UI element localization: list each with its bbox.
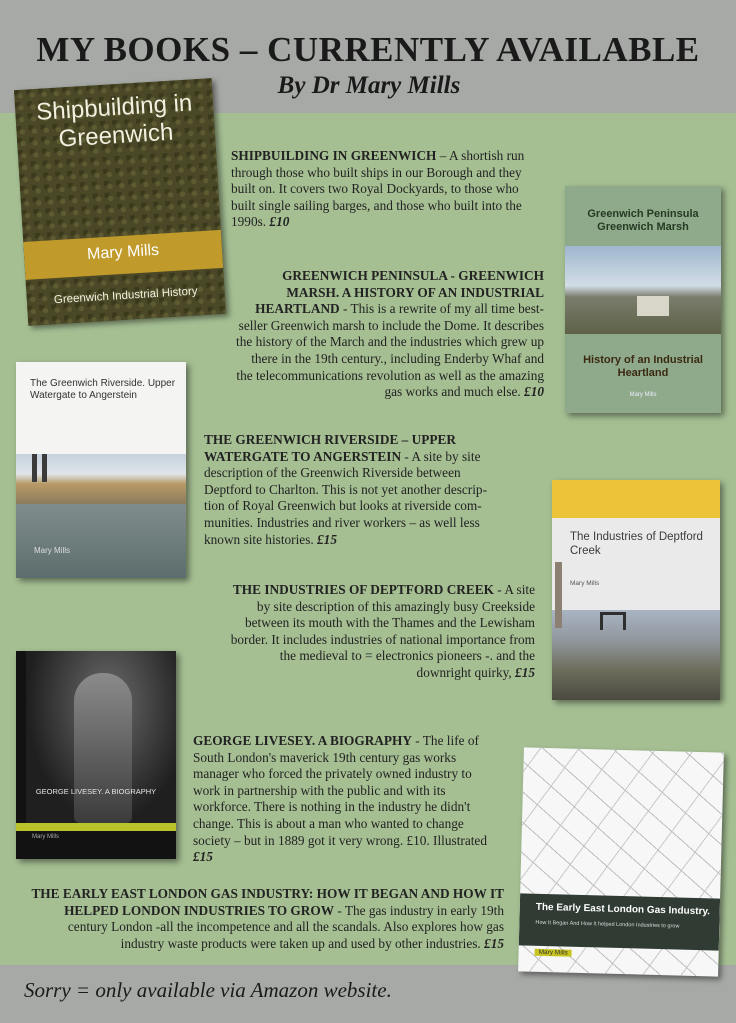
book-cover-greenwich-riverside xyxy=(16,362,186,578)
cover-author: Mary Mills xyxy=(86,241,160,264)
book-description: – A shortish run through those who built ships in our Borough and they built on. It covers two Royal Dockyards, to those who built single sailing barges, and those who built into the 1990s. xyxy=(231,148,525,230)
cover-photo xyxy=(552,610,720,700)
book-title: THE GREENWICH RIVERSIDE – UPPER WATERGATE TO ANGERSTEIN xyxy=(204,432,456,464)
book-price: £15 xyxy=(317,531,337,547)
book-description: - A site by site description of the Greenwich Riverside between Deptford to Charlton. This is not yet another descrip-tion of Royal Greenwich but looks at riverside com-munities. Industries and river workers – as well less known site histories. xyxy=(204,448,487,547)
byline: By Dr Mary Mills xyxy=(277,72,461,99)
book-cover-deptford-creek xyxy=(552,480,720,700)
book-cover-shipbuilding xyxy=(14,78,226,326)
cover-statue xyxy=(74,673,132,823)
cover-author: Mary Mills xyxy=(34,546,70,555)
book-entry-greenwich-peninsula xyxy=(234,268,544,401)
book-price: £10 xyxy=(269,214,290,230)
cover-title: The Early East London Gas Industry. xyxy=(535,901,711,918)
book-title: GEORGE LIVESEY. A BIOGRAPHY xyxy=(193,733,412,748)
cover-title: Shipbuilding in Greenwich xyxy=(35,89,193,153)
cover-photo xyxy=(565,246,721,334)
cover-author: Mary Mills xyxy=(32,834,59,840)
book-price: £15 xyxy=(515,664,535,680)
cover-title: GEORGE LIVESEY. A BIOGRAPHY xyxy=(35,787,157,796)
book-entry-deptford-creek xyxy=(226,582,535,682)
book-description: - A site by site description of this amazingly busy Creekside between its mouth with the Thames and the Lewisham border. It includes industries of national importance from the medieval to = electronics pioneers -. and the downright quirky, xyxy=(230,582,535,680)
cover-title: The Greenwich Riverside. Upper Watergate to Angerstein xyxy=(30,378,176,401)
cover-chimney xyxy=(32,454,37,482)
cover-author: Mary Mills xyxy=(629,392,657,398)
book-title: THE INDUSTRIES OF DEPTFORD CREEK xyxy=(232,582,494,597)
cover-subtitle: How It Began And How It helped London Industries to grow xyxy=(535,919,680,930)
cover-crane xyxy=(600,612,626,630)
book-price: £15 xyxy=(193,849,213,865)
book-cover-greenwich-peninsula xyxy=(565,186,721,413)
cover-author: Mary Mills xyxy=(535,949,572,957)
book-price: £10 xyxy=(524,384,544,400)
cover-subtitle: Greenwich Industrial History xyxy=(53,285,198,307)
book-price: £15 xyxy=(484,935,504,951)
page-title: MY BOOKS – CURRENTLY AVAILABLE xyxy=(36,30,700,69)
book-cover-george-livesey xyxy=(16,651,176,859)
cover-subtitle: History of an Industrial Heartland xyxy=(583,354,703,379)
cover-band xyxy=(552,480,720,518)
book-entry-greenwich-riverside xyxy=(204,432,504,548)
cover-chimney xyxy=(42,454,47,482)
cover-water xyxy=(16,504,186,578)
cover-author: Mary Mills xyxy=(570,580,600,587)
cover-band xyxy=(16,823,176,831)
book-description: - This is a rewrite of my all time best-seller Greenwich marsh to include the Dome. It describes the history of the March and the industries which grew up there in the 19th century., including Enderby Whaf and the telecommunications revolution as well as the amazing gas works and much else. xyxy=(236,301,544,400)
availability-note: Sorry = only available via Amazon website. xyxy=(24,978,392,1002)
book-entry-george-livesey xyxy=(193,733,491,866)
cover-title: The Industries of Deptford Creek xyxy=(570,531,703,557)
cover-photo-building xyxy=(637,296,669,316)
book-description: - The life of South London's maverick 19th century gas works manager who forced the privately owned industry to work in partnership with the public and with its workforce. There is nothing in the industry he didn't change. This is about a man who wanted to change society – but in 1889 got it very wrong. £10. Illustrated xyxy=(193,733,487,848)
cover-title: Greenwich Peninsula Greenwich Marsh xyxy=(587,208,699,233)
book-cover-east-london-gas xyxy=(518,747,724,976)
cover-chimney xyxy=(555,562,562,628)
book-title: SHIPBUILDING IN GREENWICH xyxy=(231,148,437,163)
book-title: GREENWICH PENINSULA - GREENWICH MARSH. A HISTORY OF AN INDUSTRIAL HEARTLAND xyxy=(255,268,544,317)
book-entry-shipbuilding xyxy=(231,148,531,231)
book-description: - The gas industry in early 19th century London -all the incompetence and all the scandals. Also explores how gas industry waste products were taken up and used by other industries. xyxy=(67,902,504,951)
book-title: THE EARLY EAST LONDON GAS INDUSTRY: HOW IT BEGAN AND HOW IT HELPED LONDON INDUSTRIES TO GROW xyxy=(31,886,504,918)
book-entry-east-london-gas xyxy=(30,886,504,952)
